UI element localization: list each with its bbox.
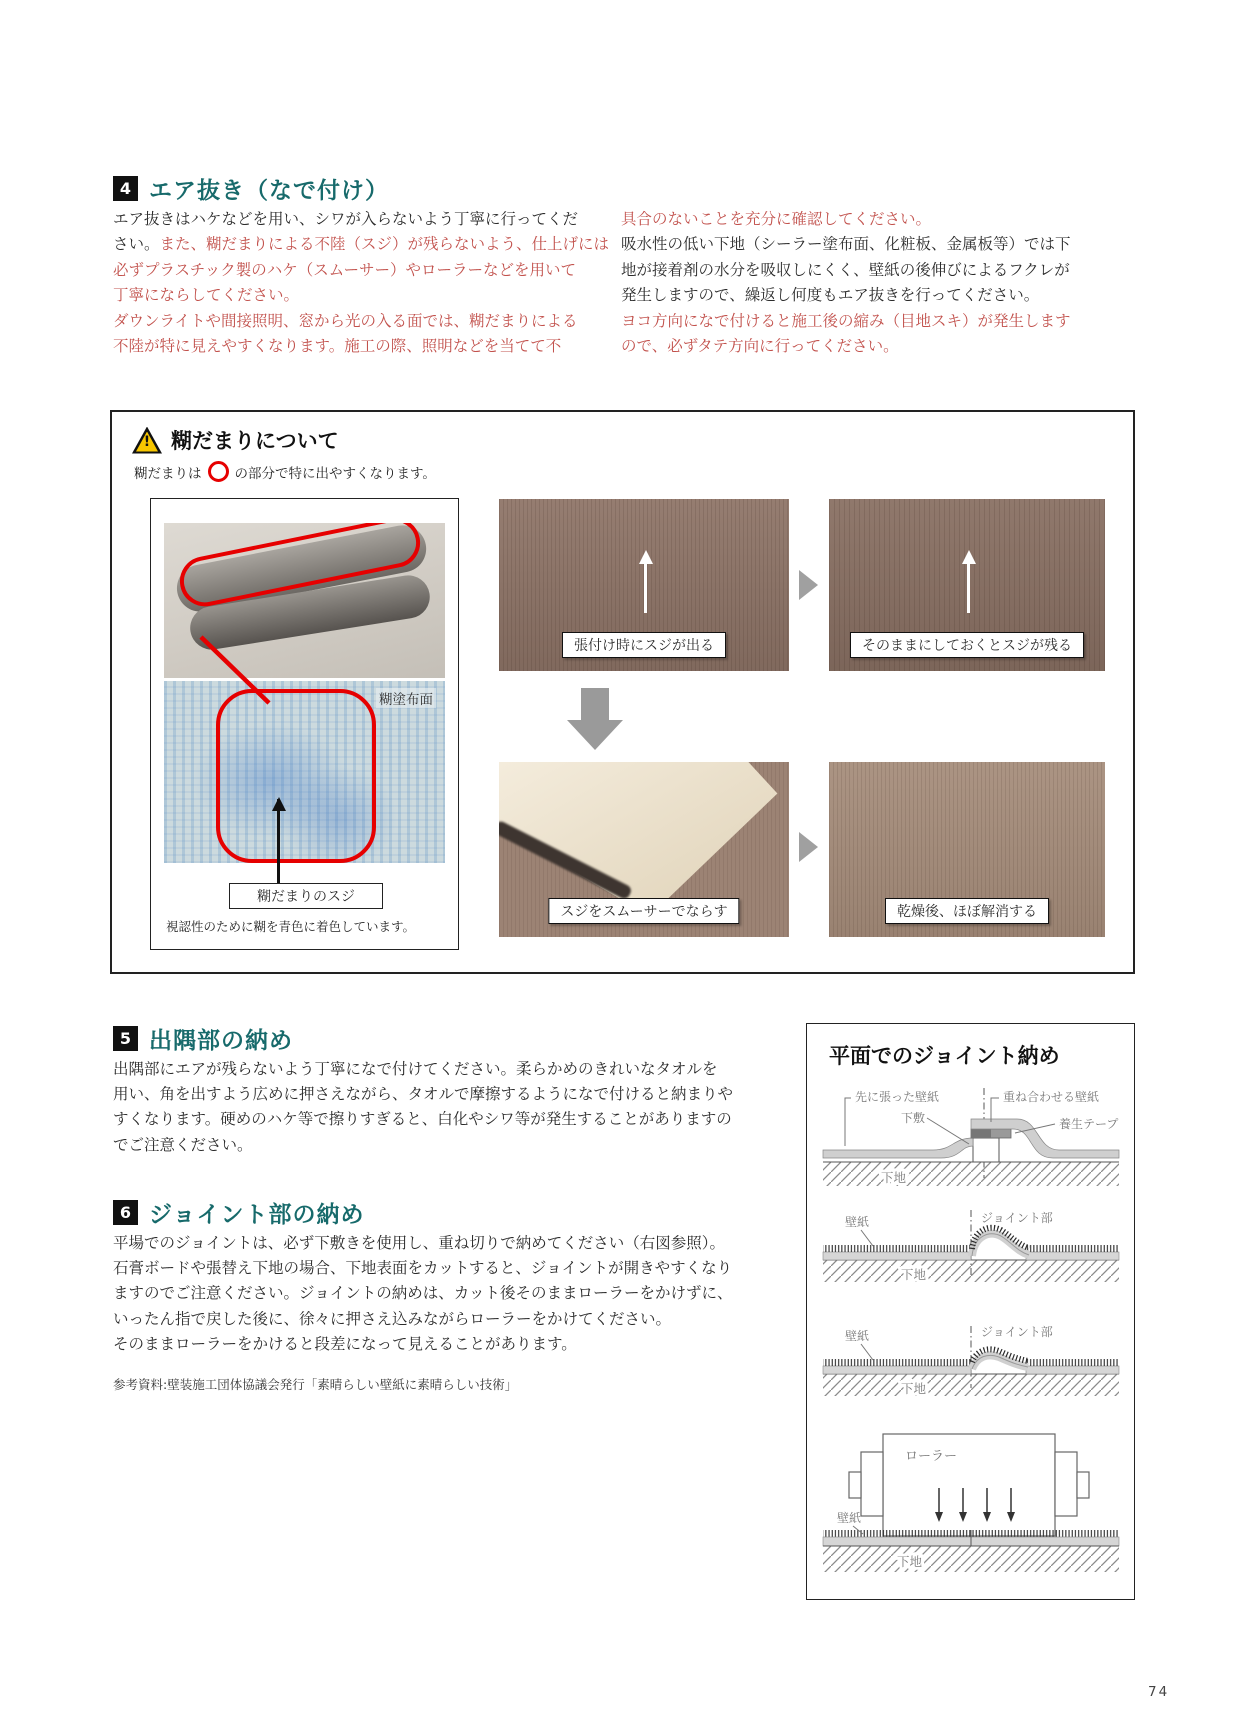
sec4-right-column — [621, 207, 1136, 359]
svg-text:養生テープ: 養生テープ — [1059, 1117, 1119, 1131]
photo-streak-remains — [829, 499, 1105, 671]
folded-wallpaper-photo — [164, 523, 445, 678]
warning-box-title-row — [132, 425, 339, 455]
glue-streak-example-panel — [150, 498, 459, 950]
text-line: さい。また、糊だまりによる不陸（スジ）が残らないよう、仕上げには — [113, 235, 610, 254]
warning-triangle-icon — [132, 427, 162, 454]
photo-label: そのままにしておくとスジが残る — [850, 632, 1084, 658]
white-up-arrow-icon — [967, 563, 970, 613]
right-arrow-icon — [799, 832, 818, 862]
red-circle-icon — [208, 461, 229, 482]
svg-text:ジョイント部: ジョイント部 — [981, 1325, 1053, 1339]
text-line: 丁寧にならしてください。 — [113, 286, 300, 305]
section-4-header — [113, 172, 389, 205]
svg-text:先に張った壁紙: 先に張った壁紙 — [855, 1090, 940, 1104]
page-number: 74 — [1148, 1684, 1170, 1700]
section-title: 出隅部の納め — [149, 1028, 293, 1054]
photo-label: スジをスムーサーでならす — [548, 898, 739, 924]
text-line: 発生しますので、繰返し何度もエア抜きを行ってください。 — [621, 286, 1040, 305]
section-6-header — [113, 1196, 365, 1229]
photo-label: 張付け時にスジが出る — [562, 632, 726, 658]
photo-streak-appears — [499, 499, 789, 671]
sec4-left-column — [113, 207, 613, 359]
section-number-badge: 5 — [113, 1026, 138, 1051]
section-number-badge: 6 — [113, 1200, 138, 1225]
sec6-body: 平場でのジョイントは、必ず下敷きを使用し、重ね切りで納めてください（右図参照）。 石膏ボードや張替え下地の場合、下地表面をカットすると、ジョイントが開きやすくなり ますのでご注意ください。ジョイントの納めは、カット後そのままローラーをかけずに、 いったん指で戻した後に、徐々に押さえ込みながらローラーをかけてください。 そのままローラーをかけると段差になって見えることがあります。 — [113, 1234, 733, 1353]
photo-smoother-flattening — [499, 762, 789, 937]
right-arrow-icon — [799, 570, 818, 600]
section-number-badge: 4 — [113, 176, 138, 201]
section-5-header — [113, 1022, 293, 1055]
svg-text:壁紙: 壁紙 — [837, 1511, 862, 1525]
text-line: 吸水性の低い下地（シーラー塗布面、化粧板、金属板等）では下 — [621, 235, 1071, 254]
text-line: ダウンライトや間接照明、窓から光の入る面では、糊だまりによる — [113, 311, 578, 330]
glue-streak-label-box: 糊だまりのスジ — [229, 883, 383, 909]
diagram-roller — [821, 1426, 1121, 1578]
sec5-body: 出隅部にエアが残らないよう丁寧になで付けてください。柔らかめのきれいなタオルを 用い、角を出すよう広めに押さえながら、タオルで摩擦するようになで付けると納まりや すくなります。硬めのハケ等で擦りすぎると、白化やシワ等が発生することがありますの でご注意ください。 — [113, 1060, 734, 1154]
warning-box-subtitle: 糊だまりは の部分で特に出やすくなります。 — [134, 461, 436, 482]
up-arrow-annotation — [277, 799, 280, 883]
diagram-joint-open — [821, 1206, 1121, 1298]
glue-pooling-warning-box — [110, 410, 1135, 974]
svg-text:下地: 下地 — [901, 1267, 927, 1282]
text-line: 具合のないことを充分に確認してください。 — [621, 210, 932, 228]
glue-surface-photo — [164, 681, 445, 863]
reference-note: 参考資料:壁装施工団体協議会発行「素晴らしい壁紙に素晴らしい技術」 — [113, 1377, 518, 1392]
text-line: ので、必ずタテ方向に行ってください。 — [621, 337, 899, 356]
svg-text:壁紙: 壁紙 — [845, 1329, 870, 1343]
glue-surface-label: 糊塗布面 — [376, 688, 436, 708]
svg-text:壁紙: 壁紙 — [845, 1215, 870, 1229]
red-annotation-outline — [216, 689, 376, 863]
svg-text:ジョイント部: ジョイント部 — [981, 1211, 1053, 1225]
down-arrow-icon — [567, 688, 623, 752]
svg-text:ローラー: ローラー — [905, 1449, 958, 1464]
photo-label: 乾燥後、ほぼ解消する — [885, 898, 1049, 924]
warning-box-title: 糊だまりについて — [171, 429, 339, 453]
svg-text:重ね合わせる壁紙: 重ね合わせる壁紙 — [1003, 1090, 1100, 1104]
text-line: 必ずプラスチック製のハケ（スムーサー）やローラーなどを用いて — [113, 260, 576, 279]
photo-after-drying — [829, 762, 1105, 937]
section-title: ジョイント部の納め — [149, 1202, 365, 1228]
diagram-overlap-joint — [821, 1082, 1121, 1200]
svg-text:下地: 下地 — [881, 1170, 907, 1185]
blue-glue-caption: 視認性のために糊を青色に着色しています。 — [166, 919, 416, 934]
panel-title: 平面でのジョイント納め — [829, 1044, 1060, 1068]
diagram-joint-pressed — [821, 1320, 1121, 1412]
svg-text:下地: 下地 — [901, 1381, 927, 1396]
flat-joint-finishing-panel — [806, 1023, 1135, 1600]
text-line: エア抜きはハケなどを用い、シワが入らないよう丁寧に行ってくだ — [113, 210, 579, 228]
svg-text:下敷: 下敷 — [901, 1111, 926, 1125]
text-line: 地が接着剤の水分を吸収しにくく、壁紙の後伸びによるフクレが — [621, 260, 1070, 279]
text-line: ヨコ方向になで付けると施工後の縮み（目地スキ）が発生します — [621, 311, 1071, 330]
section-title: エア抜き（なで付け） — [149, 178, 389, 204]
svg-text:下地: 下地 — [897, 1554, 923, 1569]
white-up-arrow-icon — [644, 563, 647, 613]
text-line: 不陸が特に見えやすくなります。施工の際、照明などを当てて不 — [113, 337, 562, 356]
